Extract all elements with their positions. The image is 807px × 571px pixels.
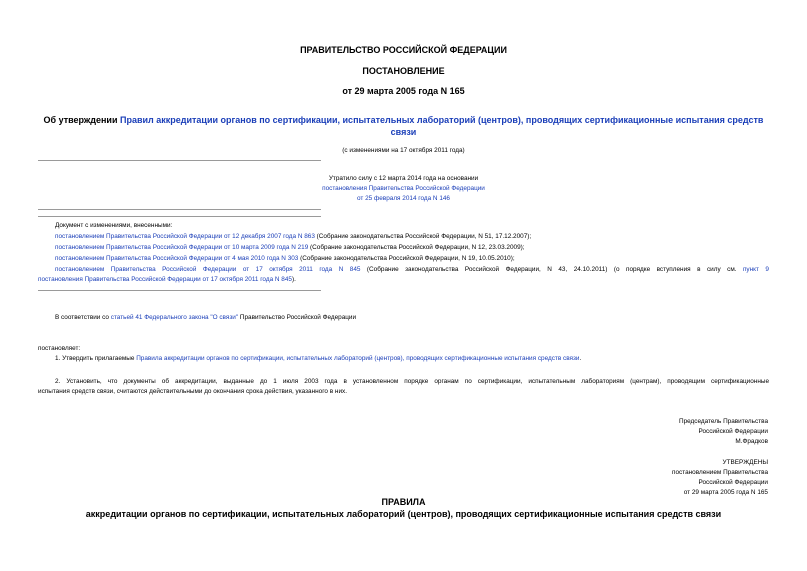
amendment-clause-decree-link[interactable]: постановления Правительства Российской Федерации от 17 октября 2011 года N 845 <box>38 276 292 283</box>
title-rules-link[interactable]: Правил аккредитации органов по сертификации, испытательных лабораторий (центров), проводящих сертификационные испытания средств <box>120 115 764 125</box>
approved-by: постановлением Правительства <box>672 469 768 476</box>
amendment-source: (Собрание законодательства Российской Федерации, N 43, 24.10.2011) (о порядке вступления в силу см. <box>360 266 737 273</box>
amendment-item <box>55 232 531 241</box>
signatory-title: Председатель Правительства <box>679 418 768 425</box>
p1-suffix: . <box>579 355 582 362</box>
rules-heading: ПРАВИЛА <box>381 497 426 507</box>
approved-by: Российской Федерации <box>698 479 768 486</box>
rules-subheading: аккредитации органов по сертификации, испытательных лабораторий (центров), проводящих сертификационные испытания средств связи <box>85 509 722 519</box>
paragraph-2-line1: 2. Установить, что документы об аккредитации, выданные до 1 июля 2003 года в установленном порядке органам по сертификации, испытательным лабораториям (центрам), проводящим сертификационные <box>55 378 769 385</box>
amendment-source: (Собрание законодательства Российской Федерации, N 51, 17.12.2007); <box>314 233 532 240</box>
amendment-link[interactable]: постановлением Правительства Российской Федерации от 12 декабря 2007 года N 863 <box>55 233 315 240</box>
resolves: постановляет: <box>38 345 81 352</box>
lost-force-decree-date-link[interactable]: от 25 февраля 2014 года N 146 <box>357 195 450 202</box>
amendment-source: (Собрание законодательства Российской Федерации, N 19, 10.05.2010); <box>298 255 515 262</box>
amendment-clause-end: ). <box>291 276 296 283</box>
title-line2 <box>0 127 807 137</box>
amendment-link[interactable]: постановлением Правительства Российской Федерации от 10 марта 2009 года N 219 <box>55 244 309 251</box>
title-rules-link-cont[interactable]: связи <box>390 127 417 137</box>
preamble-prefix: В соответствии со <box>55 314 111 321</box>
rules-link[interactable]: Правила аккредитации органов по сертификации, испытательных лабораторий (центров), проводящих сертификационные испытания средств связи <box>136 355 580 362</box>
lost-force-link <box>0 184 807 193</box>
amendment-item <box>55 243 525 252</box>
amendment-link[interactable]: постановлением Правительства Российской Федерации от 17 октября 2011 года N 845 <box>55 266 361 273</box>
approved-stamp: УТВЕРЖДЕНЫ <box>722 459 768 466</box>
amendment-item <box>55 265 769 274</box>
divider <box>38 290 321 291</box>
amendment-clause-link[interactable]: пункт 9 <box>736 266 769 273</box>
lost-force-decree-link[interactable]: постановления Правительства Российской Федерации <box>322 185 485 192</box>
lost-force-line: Утратило силу с 12 марта 2014 года на основании <box>328 175 479 182</box>
divider <box>38 209 321 210</box>
law-article-link[interactable]: статьей 41 Федерального закона "О связи" <box>110 314 239 321</box>
amendment-item-cont <box>38 275 296 284</box>
p1-prefix: 1. Утвердить прилагаемые <box>55 355 137 362</box>
lost-force-link-date <box>0 194 807 203</box>
doc-date: от 29 марта 2005 года N 165 <box>342 86 465 96</box>
paragraph-1 <box>55 354 581 363</box>
paragraph-2-line2: испытания средств связи, считаются действительными до окончания срока действия, указанного в них. <box>38 388 347 395</box>
amendment-item <box>55 254 515 263</box>
amendment-link[interactable]: постановлением Правительства Российской Федерации от 4 мая 2010 года N 303 <box>55 255 299 262</box>
approved-date: от 29 марта 2005 года N 165 <box>683 489 768 496</box>
divider <box>38 160 321 161</box>
amendment-source: (Собрание законодательства Российской Федерации, N 12, 23.03.2009); <box>308 244 525 251</box>
signatory-name: М.Фрадков <box>735 438 768 445</box>
amendment-note: (с изменениями на 17 октября 2011 года) <box>342 147 465 154</box>
title-prefix: Об утверждении <box>43 115 120 125</box>
preamble-suffix: Правительство Российской Федерации <box>238 314 357 321</box>
preamble <box>55 313 356 322</box>
amendments-heading: Документ с изменениями, внесенными: <box>55 222 173 229</box>
signatory-title: Российской Федерации <box>698 428 768 435</box>
doc-type: ПОСТАНОВЛЕНИЕ <box>362 66 445 76</box>
doc-title <box>0 115 807 125</box>
org-name: ПРАВИТЕЛЬСТВО РОССИЙСКОЙ ФЕДЕРАЦИИ <box>300 45 507 55</box>
divider <box>38 216 321 217</box>
